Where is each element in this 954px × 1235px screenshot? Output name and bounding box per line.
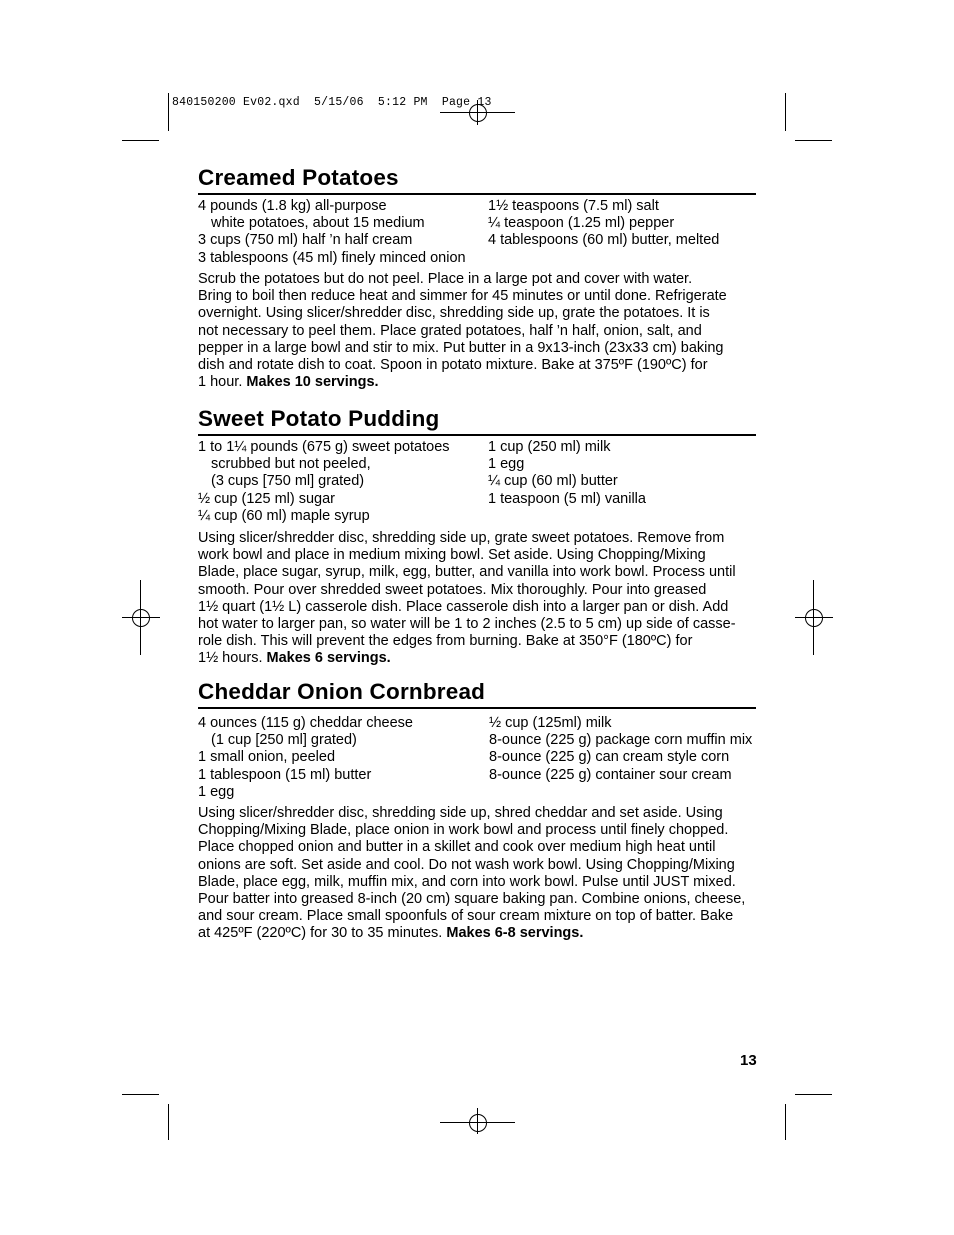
- ingredient: 1 cup (250 ml) milk: [488, 439, 611, 455]
- ingredient: 1 egg: [488, 456, 525, 473]
- servings: Makes 6 servings.: [266, 650, 391, 667]
- recipe-title: Cheddar Onion Cornbread: [198, 679, 486, 704]
- registration-mark: [440, 1108, 515, 1140]
- instruction-line: overnight. Using slicer/shredder disc, shredding side up, grate the potatoes. It is: [198, 305, 710, 322]
- ingredient: 1 small onion, peeled: [198, 749, 336, 766]
- ingredient: 3 tablespoons (45 ml) finely minced onion: [198, 249, 466, 266]
- ingredient: 8-ounce (225 g) can cream style corn: [489, 749, 730, 766]
- instruction-line-last: [198, 374, 758, 391]
- ingredient: 1 teaspoon (5 ml) vanilla: [488, 490, 646, 507]
- ingredient: ½ cup (125ml) milk: [489, 715, 612, 731]
- ingredient: ¼ teaspoon (1.25 ml) pepper: [488, 215, 675, 232]
- recipe-title: Sweet Potato Pudding: [198, 406, 440, 431]
- servings: Makes 6-8 servings.: [446, 925, 584, 942]
- instruction-line: and sour cream. Place small spoonfuls of sour cream mixture on top of batter. Bake: [198, 908, 734, 925]
- instruction-line: at 425ºF (220ºC) for 30 to 35 minutes.: [198, 925, 443, 942]
- registration-mark: [795, 580, 833, 655]
- ingredient-list-right: [489, 715, 752, 784]
- instruction-line: onions are soft. Set aside and cool. Do not wash work bowl. Using Chopping/Mixing: [198, 856, 735, 873]
- crop-mark: [168, 93, 169, 131]
- crop-mark: [785, 93, 786, 131]
- crop-mark: [168, 1104, 169, 1140]
- recipe-title: Creamed Potatoes: [198, 165, 399, 190]
- instructions: [198, 271, 758, 391]
- ingredient-list-left: [198, 198, 466, 267]
- instruction-line: dish and rotate dish to coat. Spoon in potato mixture. Bake at 375ºF (190ºC) for: [198, 356, 708, 373]
- ingredient: scrubbed but not peeled,: [211, 456, 371, 473]
- title-rule: [198, 434, 756, 436]
- ingredient: 1 egg: [198, 783, 235, 800]
- instruction-line: role dish. This will prevent the edges from burning. Bake at 350°F (180ºC) for: [198, 633, 693, 650]
- ingredient-list-left: [198, 715, 413, 801]
- ingredient: 4 tablespoons (60 ml) butter, melted: [488, 232, 720, 249]
- ingredient: 8-ounce (225 g) package corn muffin mix: [489, 732, 753, 749]
- instruction-line: not necessary to peel them. Place grated potatoes, half ’n half, onion, salt, and: [198, 322, 702, 339]
- crop-mark: [785, 1104, 786, 1140]
- ingredient: 4 ounces (115 g) cheddar cheese: [198, 715, 413, 731]
- instruction-line: Blade, place sugar, syrup, milk, egg, butter, and vanilla into work bowl. Process until: [198, 564, 736, 581]
- ingredient-list-right: [488, 439, 646, 508]
- ingredient: white potatoes, about 15 medium: [211, 215, 425, 232]
- crop-mark: [795, 1094, 832, 1095]
- instruction-line-last: [198, 925, 758, 942]
- instruction-line: Bring to boil then reduce heat and simmer for 45 minutes or until done. Refrigerate: [198, 288, 727, 305]
- ingredient: (1 cup [250 ml] grated): [211, 732, 357, 749]
- instruction-line: work bowl and place in medium mixing bowl. Set aside. Using Chopping/Mixing: [198, 547, 706, 564]
- title-rule: [198, 193, 756, 195]
- crop-mark: [795, 140, 832, 141]
- instruction-line: Chopping/Mixing Blade, place onion in work bowl and process until finely chopped.: [198, 822, 729, 839]
- ingredient: ¼ cup (60 ml) maple syrup: [198, 507, 370, 524]
- instruction-line: Pour batter into greased 8-inch (20 cm) square baking pan. Combine onions, cheese,: [198, 890, 746, 907]
- instruction-line: Place chopped onion and butter in a skillet and cook over medium high heat until: [198, 839, 716, 856]
- ingredient: 8-ounce (225 g) container sour cream: [489, 766, 732, 783]
- ingredient: 1½ teaspoons (7.5 ml) salt: [488, 198, 659, 214]
- instruction-line: 1 hour.: [198, 374, 243, 391]
- ingredient: 1 tablespoon (15 ml) butter: [198, 766, 372, 783]
- servings: Makes 10 servings.: [246, 374, 379, 391]
- ingredient-list-right: [488, 198, 719, 250]
- instruction-line: Blade, place egg, milk, muffin mix, and corn into work bowl. Pulse until JUST mixed.: [198, 873, 736, 890]
- instructions: [198, 805, 758, 943]
- ingredient: 3 cups (750 ml) half ’n half cream: [198, 232, 413, 249]
- page-number: 13: [740, 1052, 757, 1069]
- ingredient: ¼ cup (60 ml) butter: [488, 473, 618, 490]
- ingredient: 4 pounds (1.8 kg) all-purpose: [198, 198, 387, 214]
- ingredient: ½ cup (125 ml) sugar: [198, 490, 336, 507]
- ingredient-list-left: [198, 439, 450, 525]
- instruction-line: Using slicer/shredder disc, shredding side up, grate sweet potatoes. Remove from: [198, 530, 725, 546]
- instruction-line-last: [198, 650, 758, 667]
- crop-mark: [122, 140, 159, 141]
- instruction-line: smooth. Pour over shredded sweet potatoes. Mix thoroughly. Pour into greased: [198, 581, 707, 598]
- crop-mark: [122, 1094, 159, 1095]
- file-slug: 840150200 Ev02.qxd 5/15/06 5:12 PM Page 13: [172, 96, 492, 109]
- registration-mark: [122, 580, 160, 655]
- instruction-line: Scrub the potatoes but do not peel. Place in a large pot and cover with water.: [198, 271, 693, 287]
- ingredient: (3 cups [750 ml] grated): [211, 473, 365, 490]
- instruction-line: pepper in a large bowl and stir to mix. Put butter in a 9x13-inch (23x33 cm) baking: [198, 339, 724, 356]
- instruction-line: 1½ hours.: [198, 650, 263, 667]
- instruction-line: hot water to larger pan, so water will be 1 to 2 inches (2.5 to 5 cm) up side of casse-: [198, 615, 736, 632]
- title-rule: [198, 707, 756, 709]
- ingredient: 1 to 1¼ pounds (675 g) sweet potatoes: [198, 439, 450, 455]
- instruction-line: Using slicer/shredder disc, shredding side up, shred cheddar and set aside. Using: [198, 805, 723, 821]
- instructions: [198, 530, 758, 668]
- instruction-line: 1½ quart (1½ L) casserole dish. Place casserole dish into a larger pan or dish. Add: [198, 598, 729, 615]
